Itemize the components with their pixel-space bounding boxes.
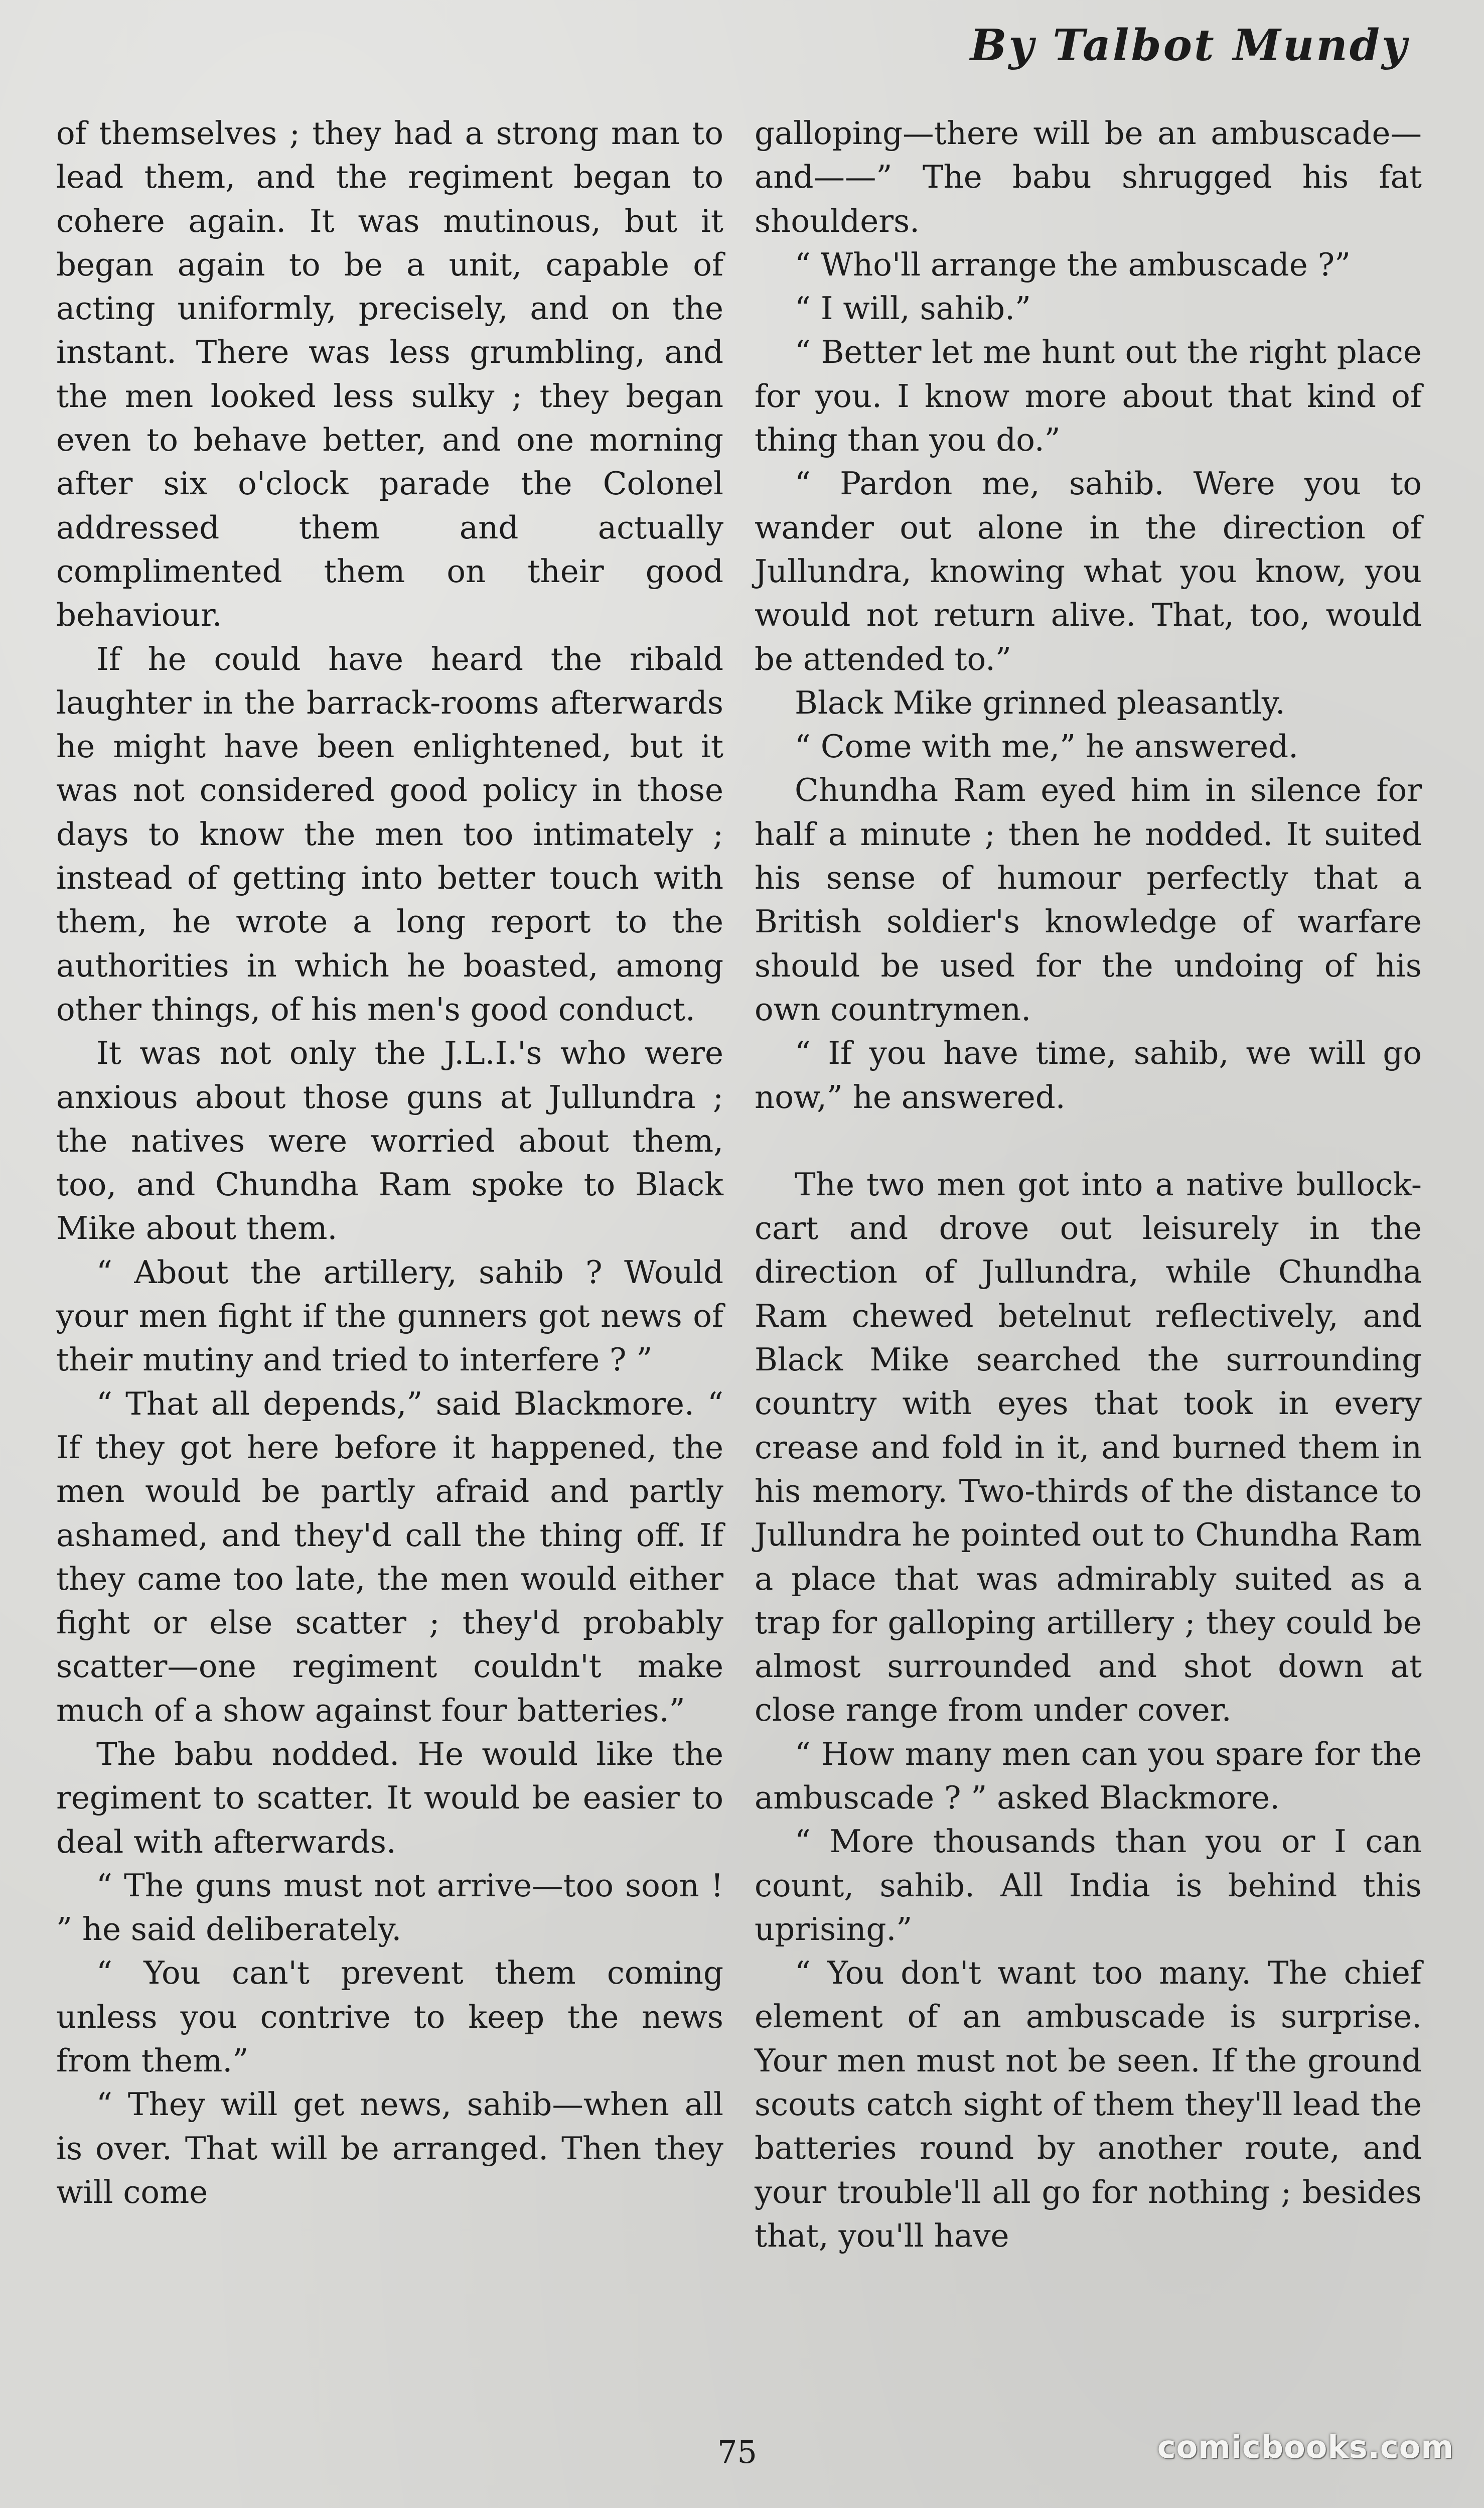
paragraph: of themselves ; they had a strong man to lead them, and the regiment began to cohere again. It was mutinous, but it began again to be a unit, capable of acting uniformly, precisely, and on the instant. There was less grumbling, and the men looked less sulky ; they began even to behave better, and one morning after six o'clock parade the Colonel addressed them and actually complimented them on their good behaviour.	[56, 115, 723, 634]
paragraph: “ Better let me hunt out the right place for you. I know more about that kind of thing than you do.”	[755, 334, 1422, 459]
paragraph: “ That all depends,” said Blackmore. “ If they got here before it happened, the men would be partly afraid and partly ashamed, and they'd call the thing off. If they came too late, the men would either fight or else scatter ; they'd probably scatter—one regiment couldn't make much of a show against four batteries.”	[56, 1385, 723, 1729]
paragraph: “ You don't want too many. The chief element of an ambuscade is surprise. Your men must not be seen. If the ground scouts catch sight of them they'll lead the batteries round by another route, and your trouble'll all go for nothing ; besides that, you'll have	[755, 1955, 1422, 2254]
paragraph: The two men got into a native bullock-cart and drove out leisurely in the direction of Jullundra, while Chundha Ram chewed betelnut reflectively, and Black Mike searched the surrounding country with eyes that took in every crease and fold in it, and burned them in his memory. Two-thirds of the distance to Jullundra he pointed out to Chundha Ram a place that was admirably suited as a trap for galloping artillery ; they could be almost surrounded and shot down at close range from under cover.	[755, 1166, 1422, 1729]
site-watermark: comicbooks.com	[1157, 2429, 1454, 2465]
paragraph: If he could have heard the ribald laughter in the barrack-rooms afterwards he might have been enlightened, but it was not considered good policy in those days to know the men too intimately ; instead of getting into better touch with them, he wrote a long report to the authorities in which he boasted, among other things, of his men's good conduct.	[56, 640, 723, 1028]
page-number: 75	[717, 2434, 757, 2470]
paragraph: “ I will, sahib.”	[795, 290, 1031, 327]
paragraph: galloping—there will be an ambuscade—and——” The babu shrugged his fat shoulders.	[755, 115, 1422, 239]
paragraph: “ Come with me,” he answered.	[795, 728, 1298, 765]
paragraph: “ If you have time, sahib, we will go now,” he answered.	[755, 1035, 1422, 1116]
paragraph: “ You can't prevent them coming unless you contrive to keep the news from them.”	[56, 1955, 723, 2079]
paragraph: “ About the artillery, sahib ? Would your men fight if the gunners got news of their mutiny and tried to interfere ? ”	[56, 1253, 723, 1378]
paragraph: Chundha Ram eyed him in silence for half a minute ; then he nodded. It suited his sense of humour perfectly that a British soldier's knowledge of warfare should be used for the undoing of his own countrymen.	[755, 772, 1422, 1028]
paragraph: “ They will get news, sahib—when all is over. That will be arranged. Then they will come	[56, 2086, 723, 2210]
paragraph: “ The guns must not arrive—too soon ! ” he said deliberately.	[56, 1867, 723, 1948]
paragraph: “ Who'll arrange the ambuscade ?”	[795, 246, 1351, 283]
paragraph: “ Pardon me, sahib. Were you to wander out alone in the direction of Jullundra, knowing what you know, you would not return alive. That, too, would be attended to.”	[755, 465, 1422, 677]
section-break	[755, 1119, 1422, 1163]
paragraph: The babu nodded. He would like the regiment to scatter. It would be easier to deal with afterwards.	[56, 1735, 723, 1860]
paragraph: “ More thousands than you or I can count, sahib. All India is behind this uprising.”	[755, 1823, 1422, 1947]
paragraph: Black Mike grinned pleasantly.	[795, 684, 1285, 721]
paragraph: It was not only the J.L.I.'s who were anxious about those guns at Jullundra ; the natives were worried about them, too, and Chundha Ram spoke to Black Mike about them.	[56, 1035, 723, 1247]
paragraph: “ How many men can you spare for the ambuscade ? ” asked Blackmore.	[755, 1735, 1422, 1816]
left-column	[56, 111, 723, 2214]
author-byline: By Talbot Mundy	[970, 20, 1409, 71]
right-column	[755, 111, 1422, 2258]
